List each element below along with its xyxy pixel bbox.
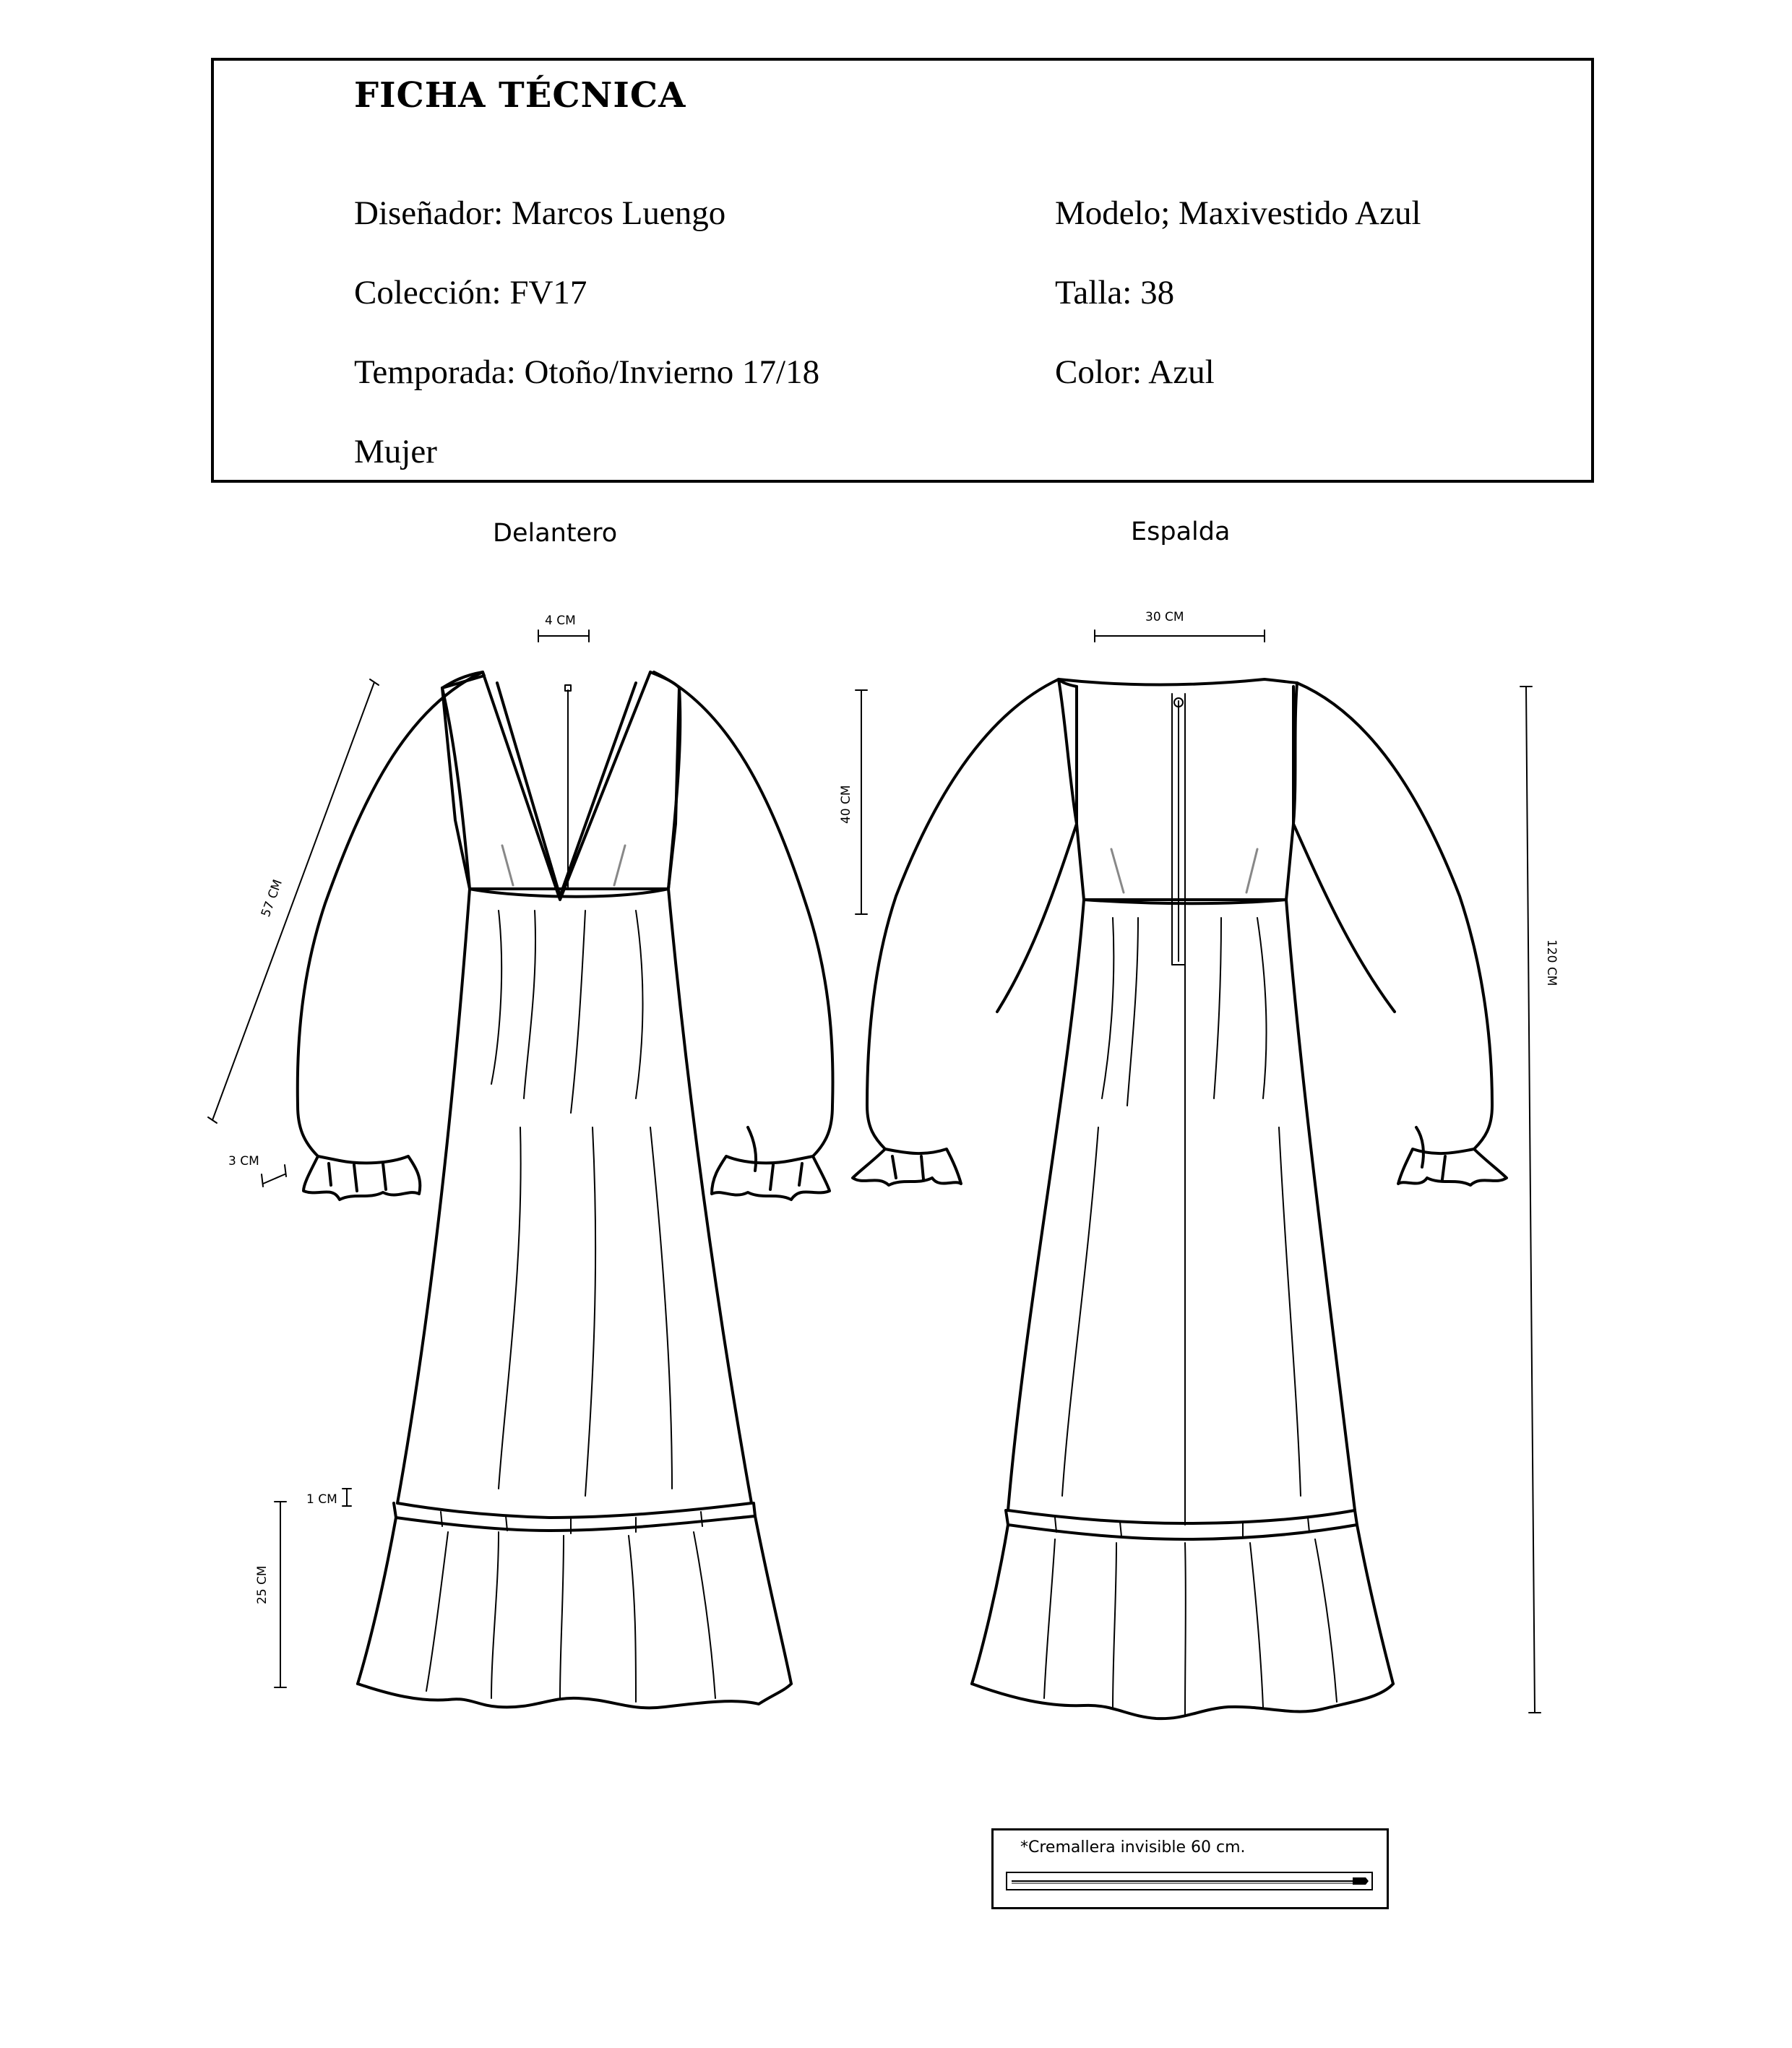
dim-cuff-ruffle: 3 CM: [228, 1154, 259, 1169]
gender-field: Mujer: [354, 433, 437, 470]
dim-sleeve-length: 57 CM: [258, 877, 286, 919]
zipper-note-text: *Cremallera invisible 60 cm.: [1020, 1838, 1246, 1856]
front-view-label: Delantero: [493, 519, 618, 548]
size-field: Talla: 38: [1055, 274, 1175, 311]
dim-skirt-tier: 25 CM: [255, 1565, 270, 1604]
dim-total-length: 120 CM: [1544, 939, 1559, 986]
dim-hem-ruffle: 1 CM: [306, 1492, 337, 1507]
collection-field: Colección: FV17: [354, 274, 587, 311]
front-dress-drawing: [298, 672, 833, 1708]
dim-back-width: 30 CM: [1145, 610, 1184, 624]
model-field: Modelo; Maxivestido Azul: [1055, 194, 1421, 232]
dimension-lines: [208, 630, 1541, 1713]
zipper-illustration: [1006, 1872, 1373, 1890]
color-field: Color: Azul: [1055, 353, 1215, 391]
back-dress-drawing: [853, 679, 1507, 1718]
sheet-title: FICHA TÉCNICA: [354, 75, 686, 116]
back-view-label: Espalda: [1131, 517, 1231, 546]
dim-bodice-length: 40 CM: [839, 785, 853, 824]
designer-field: Diseñador: Marcos Luengo: [354, 194, 726, 232]
season-field: Temporada: Otoño/Invierno 17/18: [354, 353, 820, 391]
dim-neck-width: 4 CM: [545, 614, 576, 628]
zipper-icon: [1007, 1873, 1371, 1889]
